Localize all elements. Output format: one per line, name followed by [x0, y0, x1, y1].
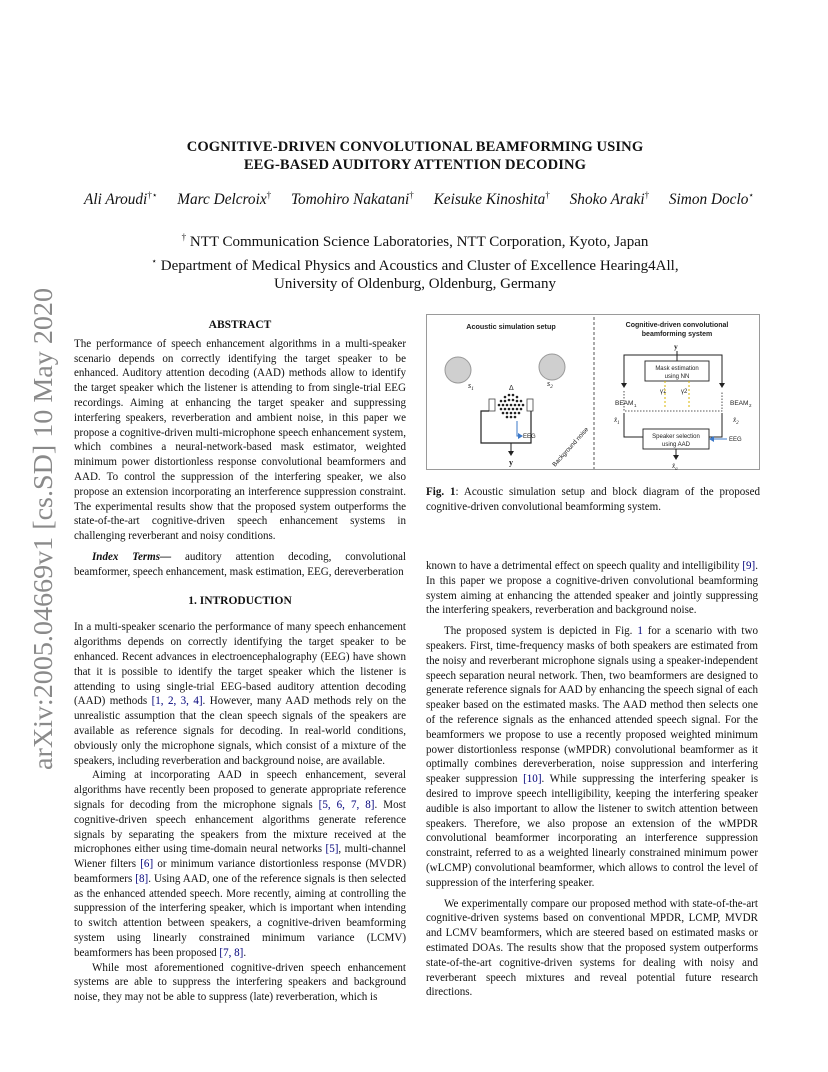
- svg-text:EEG: EEG: [523, 434, 536, 440]
- svg-text:beamforming system: beamforming system: [641, 331, 713, 338]
- svg-text:x̂1: $x̂_1$: [614, 416, 620, 426]
- svg-text:1: 1: [634, 403, 637, 408]
- figure-link[interactable]: 1: [637, 625, 643, 638]
- speaker-2-icon: [539, 354, 565, 380]
- affiliation-oldenburg-2: University of Oldenburg, Oldenburg, Germany: [274, 276, 556, 292]
- arxiv-id: arXiv:2005.04669v1 [cs.SD] 10 May 2020: [28, 306, 58, 770]
- author: Ali Aroudi†⋆: [83, 190, 158, 209]
- abstract-text: The performance of speech enhancement algorithms in a multi-speaker scenario depends on correctly identifying the target speaker to be enhanced. Auditory attention decoding (AAD) methods allow to identify the target speaker which the listener is attending to from single-trial EEG recordings. Aiming at enhancing the target speaker and suppressing interfering speakers, reverberation and ambient noise, in this paper we propose a cognitive-driven multi-microphone speech enhancement system, which combines a neural-network-based mask estimator, weighted minimum power distortionless response convolutional beamformers and AAD. To control the suppression of the interfering speaker, we also propose an extension incorporating an interference suppression constraint. The experimental results show that the proposed system outperforms the state-of-the-art cognitive-driven speech enhancement systems in challenging reverberant and noisy conditions.: [74, 337, 406, 543]
- author: Keisuke Kinoshita†: [433, 190, 550, 209]
- citation-link[interactable]: [7, 8]: [219, 946, 244, 959]
- svg-text:BEAM: BEAM: [730, 400, 749, 407]
- figure-caption: Fig. 1: Acoustic simulation setup and block diagram of the proposed cognitive-driven convolutional beamforming system.: [426, 486, 760, 513]
- affiliations: [110, 228, 720, 294]
- svg-text:Mask estimation: Mask estimation: [655, 366, 699, 372]
- abstract-heading: ABSTRACT: [208, 319, 272, 331]
- arxiv-stamp: [14, 280, 62, 780]
- affiliation-oldenburg: ⋆ Department of Medical Physics and Acoustics and Cluster of Excellence Hearing4All,: [151, 255, 679, 274]
- intro-paragraph-3: While most aforementioned cognitive-driven speech enhancement systems are able to suppress the interfering speakers and background noise, they may not be able to suppress (late) reverberation, which is: [74, 961, 406, 1004]
- fig-left-title: Acoustic simulation setup: [466, 322, 556, 331]
- citation-link[interactable]: [5, 6, 7, 8]: [318, 798, 375, 811]
- svg-text:y: y: [509, 458, 513, 467]
- svg-text:s1: $s_1$: [468, 381, 474, 392]
- citation-link[interactable]: [6]: [140, 858, 154, 871]
- author: Tomohiro Nakatani†: [290, 190, 414, 209]
- affiliation-ntt: † NTT Communication Science Laboratories, NTT Corporation, Kyoto, Japan: [181, 232, 649, 250]
- intro-paragraph-1: In a multi-speaker scenario the performance of many speech enhancement algorithms depends on correctly identifying the target speaker to be enhanced. Recent advances in electroencephalography (EEG) have shown that it is possible to identify the target speaker which the listener is attending to using single-trial EEG-based auditory attention decoding (AAD) methods [1, 2, 3, 4]. However, many AAD methods rely on the unrealistic assumption that the clean speech signals of the speakers are available as reference signals for decoding. In real-world conditions, obviously only the microphone signals, which consist of a mixture of the speakers, including reverberation and background noise, are available.: [74, 621, 407, 767]
- svg-text:γ2: γ2: [681, 389, 688, 395]
- svg-text:EEG: EEG: [729, 437, 742, 443]
- citation-link[interactable]: [10]: [523, 773, 542, 786]
- svg-text:x̂2: $x̂_2$: [733, 416, 739, 426]
- svg-text:Δ: Δ: [509, 385, 514, 392]
- citation-link[interactable]: [5]: [325, 843, 339, 856]
- author-list: [74, 190, 764, 209]
- index-terms: Index Terms— auditory attention decoding, convolutional beamformer, speech enhancement, mask estimation, EEG, dereverberation: [74, 550, 407, 578]
- intro-heading: 1. INTRODUCTION: [188, 594, 292, 607]
- author: Shoko Araki†: [569, 190, 650, 209]
- author: Simon Doclo⋆: [668, 190, 754, 209]
- svg-text:BEAM: BEAM: [615, 400, 634, 407]
- left-column: [74, 318, 406, 1005]
- svg-text:Speaker selection: Speaker selection: [652, 434, 700, 440]
- intro-paragraph-2: Aiming at incorporating AAD in speech enhancement, several algorithms have recently been proposed to generate appropriate reference signals for decoding from the microphone signals [5, 6, 7, 8]. Most cognitive-driven speech enhancement algorithms generate reference signals by separating the speakers from the mixture received at the microphones either using time-domain neural networks [5], multi-channel Wiener filters [6] or minimum variance distortionless response (MVDR) beamformers [8]. Using AAD, one of the reference signals is then selected as the enhanced attended speech. More recently, aiming at controlling the suppression of the interfering speaker, which is important when intending to switch attention between speakers, a cognitive-driven beamforming system using linearly constrained minimum variance (LCMV) beamformers has been proposed [7, 8].: [74, 769, 407, 959]
- citation-link[interactable]: [9]: [742, 560, 756, 572]
- svg-text:Cognitive-driven convolutional: Cognitive-driven convolutional: [625, 322, 729, 329]
- citation-link[interactable]: [1, 2, 3, 4]: [151, 695, 203, 708]
- speaker-1-icon: [445, 357, 471, 383]
- paper-title: COGNITIVE-DRIVEN CONVOLUTIONAL BEAMFORMING USING EEG-BASED AUDITORY ATTENTION DECODING: [186, 139, 644, 173]
- svg-text:γ1: γ1: [660, 389, 667, 395]
- microphone-array-icon: [498, 394, 525, 419]
- right-paragraph-2: We experimentally compare our proposed method with state-of-the-art cognitive-driven systems based on conventional MPDR, LCMP, MVDR and LCMV beamformers, which are steered based on estimated masks or estimated DOAs. The results show that the proposed system outperforms state-of-the-art cognitive-driven systems for dealing with noisy and reverberant speech mixtures and reveal potential future research directions.: [426, 897, 758, 999]
- right-paragraph-1: The proposed system is depicted in Fig. 1 for a scenario with two speakers. First, time-frequency masks of both speakers are estimated from the noisy and reverberant microphone signals using a speaker-independent speech separation neural network. Then, two beamformers are designed to generate reference signals for AAD by enhancing the speech signal of each speaker based on the estimated masks. The AAD method then selects one of the reference signals as the enhanced attended speech signal. For the beamformers we propose to use a recently proposed weighted minimum power distortionless response (wMPDR) convolutional beamformer as it optimally combines dereverberation, noise suppression and interfering speaker suppression [10]. While suppressing the interfering speaker is desired to improve speech intelligibility, keeping the interfering speaker audible is also important to allow the listener to switch attention between speakers. Therefore, we also propose an extension of the wMPDR convolutional beamformer incorporating an interference suppression constraint, referred to as a weighted linearly constrained minimum power (wLCMP) convolutional beamformer, which allows to control the level of suppression of the interfering speaker.: [426, 625, 758, 889]
- citation-link[interactable]: [8]: [135, 872, 149, 885]
- right-paragraph-0: known to have a detrimental effect on speech quality and intelligibility [9]. In this paper we propose a cognitive-driven convolutional beamforming system aiming at enhancing the attended speaker and jointly suppressing the interfering speakers, reverberation and background noise.: [426, 560, 758, 617]
- svg-text:using AAD: using AAD: [661, 442, 691, 448]
- svg-text:y: y: [674, 342, 678, 351]
- svg-text:Background noise: Background noise: [551, 426, 591, 469]
- svg-text:x̂a: $x̂_a$: [672, 462, 678, 471]
- svg-text:s2: $s_2$: [547, 379, 553, 390]
- svg-text:2: 2: [749, 403, 752, 408]
- author: Marc Delcroix†: [177, 190, 272, 209]
- svg-text:using NN: using NN: [664, 374, 690, 380]
- figure-1: [426, 314, 760, 470]
- right-column: [426, 559, 758, 1000]
